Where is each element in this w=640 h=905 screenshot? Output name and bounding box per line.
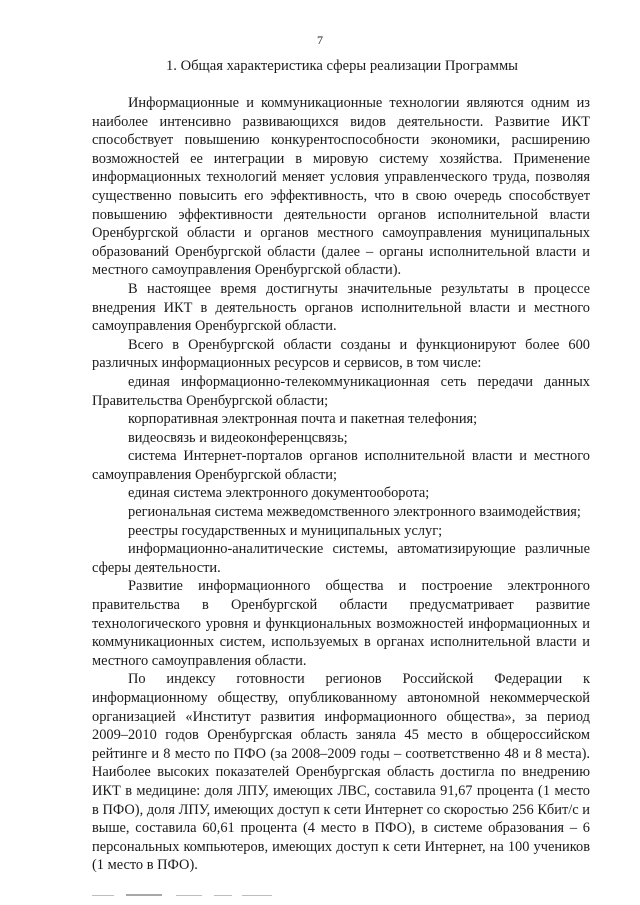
body-text [92, 94, 590, 875]
paragraph: Информационные и коммуникационные технологии являются одним из наиболее интенсивно развивающихся видов деятельности. Развитие ИКТ способствует повышению конкурентоспособности экономики, расширению возможностей ее интеграции в мировую систему хозяйства. Применение информационных технологий меняет условия управленческого труда, позволяя существенно повысить его эффективность, что в свою очередь способствует повышению эффективности деятельности органов исполнительной власти Оренбургской области и органов местного самоуправления муниципальных образований Оренбургской области (далее – органы исполнительной власти и местного самоуправления Оренбургской области). [92, 95, 590, 279]
paragraph: В настоящее время достигнуты значительные результаты в процессе внедрения ИКТ в деятельность органов исполнительной власти и местного самоуправления Оренбургской области. [92, 280, 590, 335]
paragraph: Развитие информационного общества и построение электронного правительства в Оренбургской области предусматривает развитие технологического уровня и функциональных возможностей информационных и коммуникационных систем, используемых в органах исполнительной власти и местного самоуправления области. [92, 578, 590, 669]
paragraph: Всего в Оренбургской области созданы и функционируют более 600 различных информационных ресурсов и сервисов, в том числе: [92, 336, 590, 372]
footer-scan-artifact [92, 893, 292, 899]
list-item: реестры государственных и муниципальных услуг; [128, 522, 443, 539]
list-item: единая система электронного документооборота; [128, 485, 430, 502]
list-item: корпоративная электронная почта и пакетная телефония; [128, 411, 478, 428]
paragraph: По индексу готовности регионов Российской Федерации к информационному обществу, опубликованному автономной некоммерческой организацией «Институт развития информационного общества», за период 2009–2010 годов Оренбургская область заняла 45 место в общероссийском рейтинге и 8 место по ПФО (за 2008–2009 годы – соответственно 48 и 8 места). Наиболее высоких показателей Оренбургская область достигла по внедрению ИКТ в медицине: доля ЛПУ, имеющих ЛВС, составила 91,67 процента (1 место в ПФО), доля ЛПУ, имеющих доступ к сети Интернет со скоростью 256 Кбит/с и выше, составила 60,61 процента (4 место в ПФО), в системе образования – 6 персональных компьютеров, имеющих доступ к сети Интернет, на 100 учеников (1 место в ПФО). [92, 671, 590, 874]
list-item: единая информационно-телекоммуникационная сеть передачи данных Правительства Оренбургской области; [92, 373, 590, 409]
list-item: региональная система межведомственного электронного взаимодействия; [128, 504, 581, 521]
page-number: 7 [317, 33, 323, 47]
list-item: информационно-аналитические системы, автоматизирующие различные сферы деятельности. [92, 541, 590, 576]
list-item: система Интернет-порталов органов исполнительной власти и местного самоуправления Оренбургской области; [92, 448, 590, 483]
section-heading: 1. Общая характеристика сферы реализации Программы [166, 58, 518, 74]
list-item: видеосвязь и видеоконференцсвязь; [128, 429, 348, 446]
